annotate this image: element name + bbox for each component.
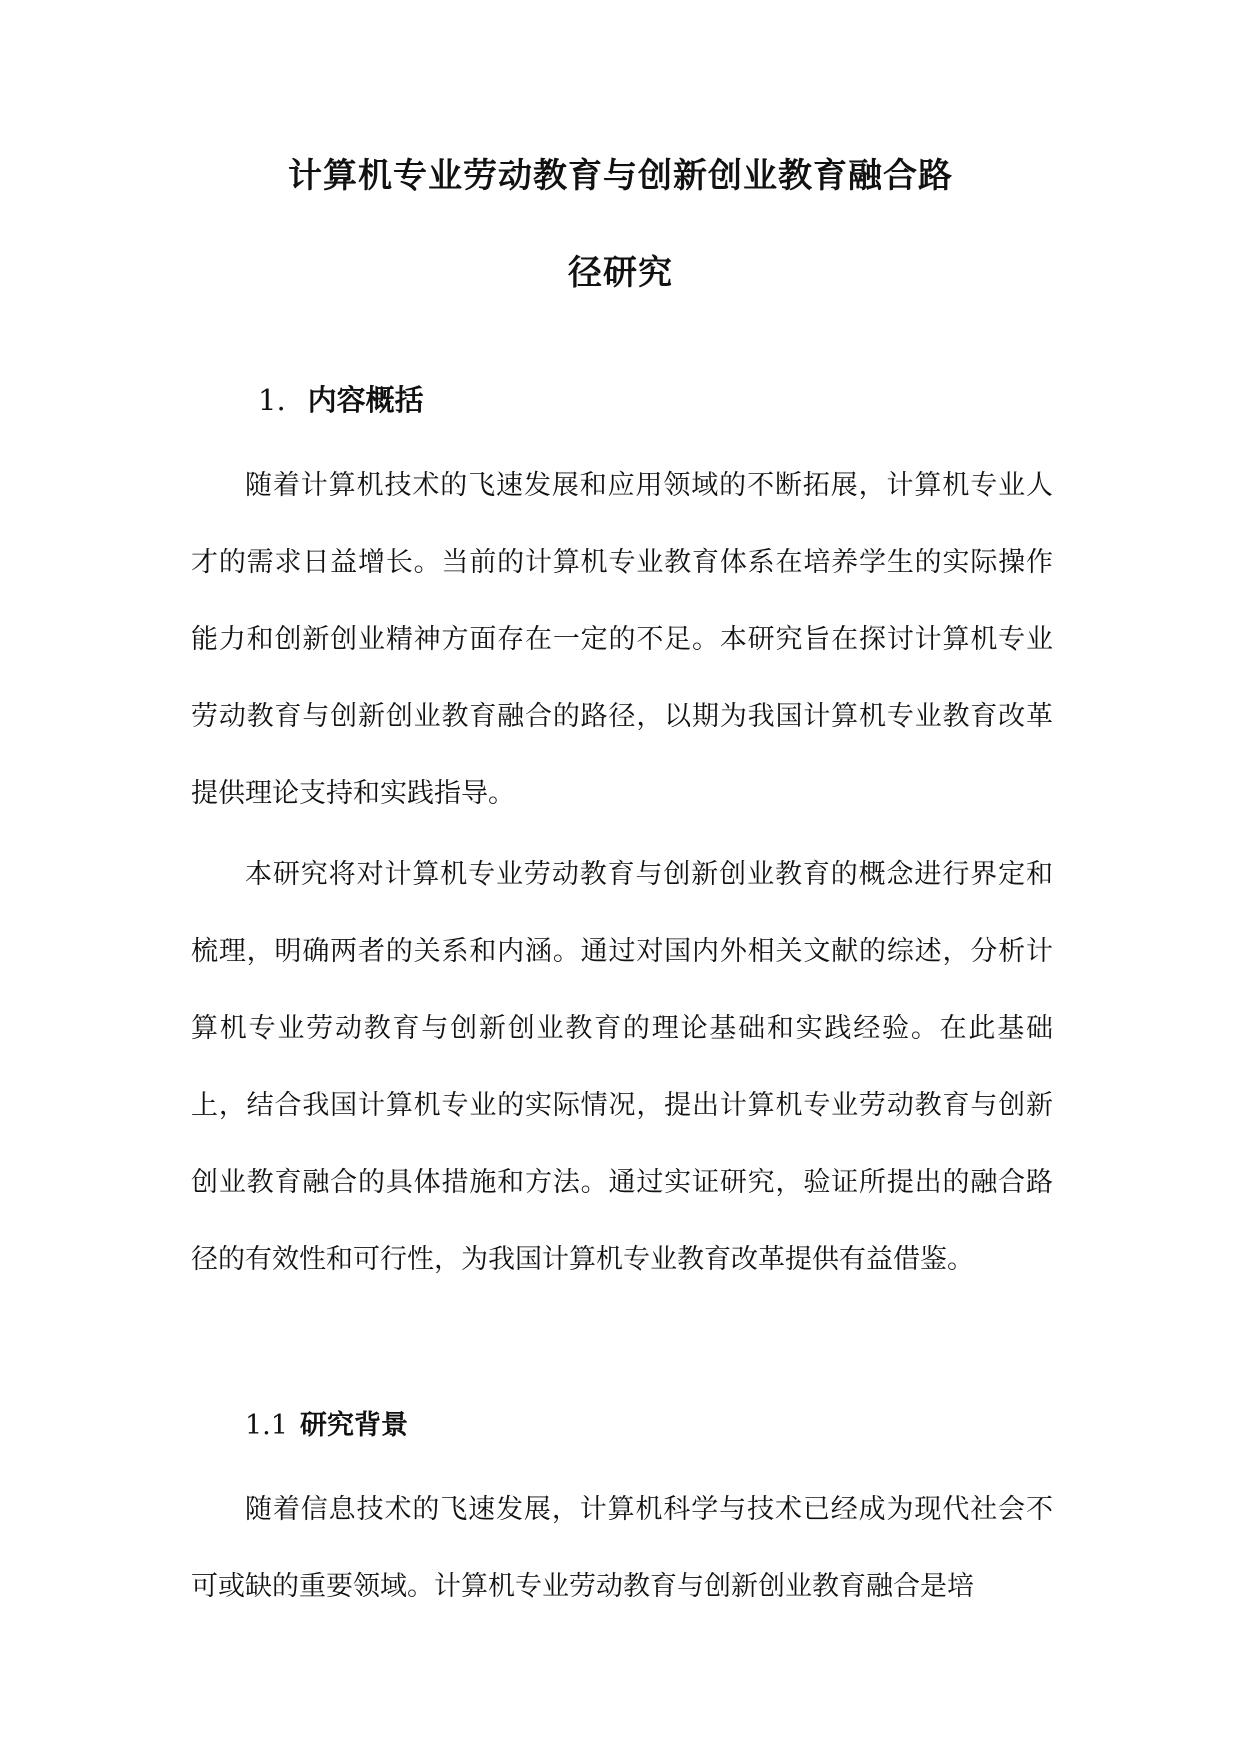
- section-heading-1: [258, 382, 424, 418]
- section-number: 1.1: [245, 1410, 288, 1441]
- body-paragraph: 本研究将对计算机专业劳动教育与创新创业教育的概念进行界定和梳理，明确两者的关系和内涵。通过对国内外相关文献的综述，分析计算机专业劳动教育与创新创业教育的理论基础和实践经验。在此基础上，结合我国计算机专业的实际情况，提出计算机专业劳动教育与创新创业教育融合的具体措施和方法。通过实证研究，验证所提出的融合路径的有效性和可行性，为我国计算机专业教育改革提供有益借鉴。: [191, 859, 1053, 1275]
- body-paragraph: 随着计算机技术的飞速发展和应用领域的不断拓展，计算机专业人才的需求日益增长。当前的计算机专业教育体系在培养学生的实际操作能力和创新创业精神方面存在一定的不足。本研究旨在探讨计算机专业劳动教育与创新创业教育融合的路径，以期为我国计算机专业教育改革提供理论支持和实践指导。: [191, 470, 1053, 809]
- section-heading-text: 内容概括: [307, 383, 424, 417]
- section-heading-text: 研究背景: [299, 1410, 408, 1441]
- section-number: 1.: [258, 383, 286, 417]
- section-heading-1-1: [245, 1409, 408, 1443]
- document-title-line2: 径研究: [568, 253, 673, 293]
- body-paragraph: 随着信息技术的飞速发展，计算机科学与技术已经成为现代社会不可或缺的重要领域。计算机专业劳动教育与创新创业教育融合是培: [191, 1494, 1053, 1602]
- document-title-line1: 计算机专业劳动教育与创新创业教育融合路: [288, 156, 953, 196]
